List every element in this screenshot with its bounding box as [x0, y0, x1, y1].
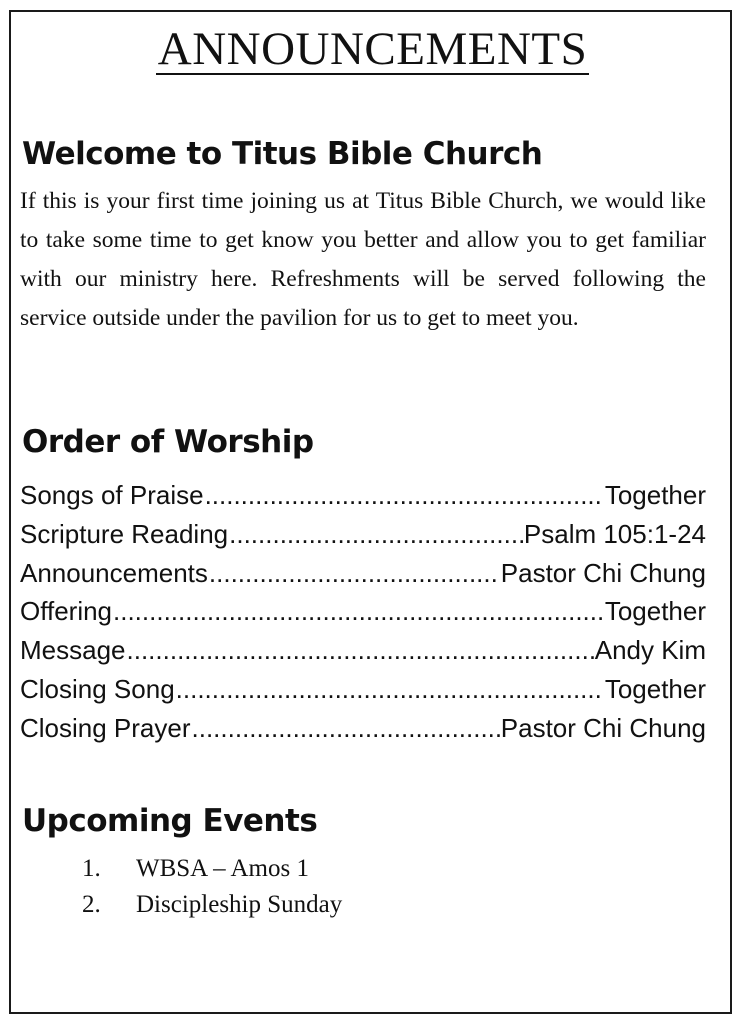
worship-leader: Andy Kim	[594, 635, 706, 666]
title-text: ANNOUNCEMENTS	[157, 23, 588, 75]
worship-item: Songs of Praise	[20, 480, 204, 510]
worship-leader: Pastor Chi Chung	[500, 712, 706, 743]
list-number: 1.	[82, 855, 101, 882]
event-text: WBSA – Amos 1	[136, 855, 309, 882]
worship-row	[20, 596, 706, 635]
worship-item: Announcements	[20, 557, 208, 588]
worship-leader: Together	[604, 673, 706, 704]
list-number: 2.	[82, 891, 101, 918]
worship-row	[20, 519, 706, 558]
welcome-heading: Welcome to Titus Bible Church	[22, 136, 543, 172]
worship-row	[20, 713, 706, 752]
events-heading: Upcoming Events	[22, 803, 318, 839]
welcome-paragraph: If this is your first time joining us at Titus Bible Church, we would like to take some time to get know you better and allow you to get familiar with our ministry here. Refreshments will be served following the service outside under the pavilion for us to get to meet you.	[20, 188, 706, 331]
worship-item: Closing Prayer	[20, 712, 191, 743]
dot-leader	[229, 519, 523, 550]
dot-leader	[209, 558, 500, 589]
dot-leader	[192, 713, 500, 744]
worship-leader: Together	[604, 480, 706, 510]
worship-row	[20, 635, 706, 674]
upcoming-events-list	[82, 855, 342, 927]
worship-item: Offering	[20, 596, 113, 627]
dot-leader	[205, 480, 604, 511]
worship-row	[20, 674, 706, 713]
dot-leader	[113, 596, 604, 627]
worship-row	[20, 558, 706, 597]
worship-leader: Together	[604, 596, 706, 627]
worship-item: Closing Song	[20, 673, 175, 704]
order-of-worship-list	[20, 480, 706, 752]
list-item	[82, 855, 342, 891]
worship-item: Message	[20, 635, 126, 666]
worship-row	[20, 480, 706, 519]
worship-leader: Pastor Chi Chung	[500, 557, 706, 588]
dot-leader	[176, 674, 604, 705]
worship-leader: Psalm 105:1-24	[523, 518, 706, 549]
dot-leader	[127, 635, 594, 666]
worship-heading: Order of Worship	[22, 424, 314, 460]
list-item	[82, 891, 342, 927]
event-text: Discipleship Sunday	[136, 891, 343, 918]
worship-item: Scripture Reading	[20, 518, 229, 549]
page-title	[0, 22, 745, 76]
